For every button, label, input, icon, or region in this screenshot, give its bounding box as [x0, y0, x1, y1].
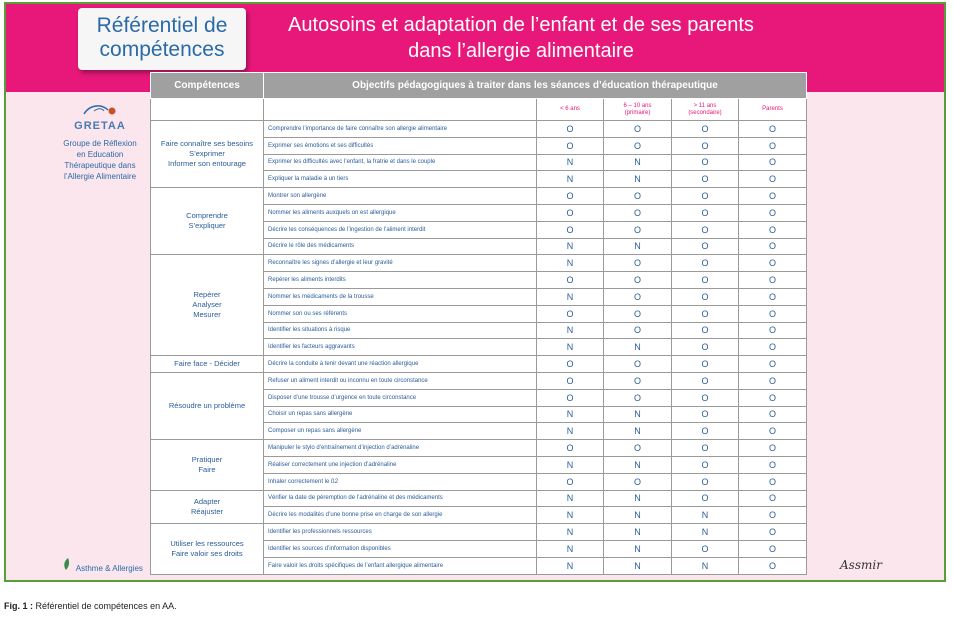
gretaa-desc-line: l’Allergie Alimentaire	[63, 172, 137, 181]
value-cell: N	[537, 238, 604, 255]
value-cell: O	[739, 204, 807, 221]
value-cell: O	[739, 356, 807, 373]
value-cell: N	[672, 557, 739, 574]
value-cell: O	[739, 540, 807, 557]
caption-text: Référentiel de compétences en AA.	[33, 601, 177, 611]
objectif-cell: Nommer les médicaments de la trousse	[264, 288, 537, 305]
value-cell: O	[672, 154, 739, 171]
competence-line: Faire	[198, 464, 216, 474]
value-cell: O	[672, 204, 739, 221]
value-cell: O	[672, 372, 739, 389]
gretaa-description	[50, 138, 150, 182]
value-cell: O	[739, 473, 807, 490]
objectif-cell: Disposer d’une trousse d’urgence en toute circonstance	[264, 389, 537, 406]
value-cell: O	[604, 305, 672, 322]
figure-caption	[4, 601, 177, 611]
gretaa-desc-line: Thérapeutique dans	[64, 161, 136, 170]
objectif-cell: Décrire les conséquences de l’ingestion de l’aliment interdit	[264, 221, 537, 238]
competence-line: Résoudre un problème	[168, 401, 246, 411]
competences-table	[150, 72, 807, 575]
referentiel-badge	[78, 8, 246, 70]
value-cell: N	[537, 456, 604, 473]
competence-cell	[151, 490, 264, 524]
value-cell: N	[537, 423, 604, 440]
table-row	[151, 356, 807, 373]
value-cell: O	[604, 322, 672, 339]
value-cell: O	[739, 339, 807, 356]
value-cell: O	[604, 372, 672, 389]
value-cell: O	[739, 524, 807, 541]
value-cell: O	[604, 473, 672, 490]
gretaa-swirl-icon	[80, 102, 120, 118]
value-cell: O	[672, 322, 739, 339]
value-cell: O	[672, 356, 739, 373]
page-title	[256, 12, 786, 64]
subheader-empty	[151, 99, 264, 121]
competence-cell	[151, 372, 264, 439]
value-cell: N	[537, 339, 604, 356]
value-cell: O	[672, 221, 739, 238]
competence-line: Faire connaître ses besoins	[160, 139, 254, 149]
competence-cell	[151, 440, 264, 490]
value-cell: N	[537, 490, 604, 507]
value-cell: N	[537, 288, 604, 305]
value-cell: N	[537, 524, 604, 541]
objectif-cell: Vérifier la date de péremption de l’adrénaline et des médicaments	[264, 490, 537, 507]
age-header-parents	[739, 99, 807, 121]
value-cell: O	[739, 456, 807, 473]
table-row	[151, 121, 807, 138]
objectif-cell: Identifier les professionnels ressources	[264, 524, 537, 541]
value-cell: N	[604, 557, 672, 574]
objectif-cell: Exprimer les difficultés avec l’enfant, la fratrie et dans le couple	[264, 154, 537, 171]
age-header-over-11	[672, 99, 739, 121]
header-competences: Compétences	[151, 73, 264, 99]
value-cell: N	[604, 423, 672, 440]
value-cell: O	[672, 406, 739, 423]
age-header-line: (primaire)	[624, 109, 651, 116]
value-cell: O	[739, 288, 807, 305]
asthme-allergies-text: Asthme & Allergies	[75, 564, 143, 573]
value-cell: O	[537, 137, 604, 154]
value-cell: O	[739, 423, 807, 440]
value-cell: O	[672, 238, 739, 255]
value-cell: O	[537, 121, 604, 138]
value-cell: O	[537, 204, 604, 221]
value-cell: O	[537, 372, 604, 389]
objectif-cell: Réaliser correctement une injection d’adrénaline	[264, 456, 537, 473]
value-cell: O	[739, 490, 807, 507]
competence-cell	[151, 121, 264, 188]
objectif-cell: Montrer son allergène	[264, 188, 537, 205]
value-cell: O	[739, 372, 807, 389]
badge-line-2: compétences	[99, 38, 225, 61]
value-cell: O	[739, 272, 807, 289]
asthme-allergies-logo	[62, 557, 143, 573]
value-cell: O	[604, 221, 672, 238]
value-cell: O	[739, 557, 807, 574]
value-cell: O	[672, 440, 739, 457]
value-cell: O	[672, 305, 739, 322]
age-header-6-10	[604, 99, 672, 121]
objectif-cell: Comprendre l’importance de faire connaître son allergie alimentaire	[264, 121, 537, 138]
title-line-1: Autosoins et adaptation de l’enfant et de ses parents	[288, 14, 754, 36]
objectif-cell: Repérer les aliments interdits	[264, 272, 537, 289]
competence-line: Adapter	[193, 496, 221, 506]
value-cell: N	[604, 154, 672, 171]
header-objectifs: Objectifs pédagogiques à traiter dans les séances d’éducation thérapeutique	[264, 73, 807, 99]
value-cell: O	[672, 272, 739, 289]
title-line-2: dans l’allergie alimentaire	[408, 40, 634, 62]
gretaa-logo	[50, 102, 150, 182]
value-cell: N	[604, 456, 672, 473]
gretaa-desc-line: Groupe de Réflexion	[63, 139, 137, 148]
objectif-cell: Refuser un aliment interdit ou inconnu en toute circonstance	[264, 372, 537, 389]
value-cell: N	[604, 339, 672, 356]
value-cell: O	[604, 389, 672, 406]
table-row	[151, 490, 807, 507]
value-cell: O	[739, 507, 807, 524]
objectif-cell: Identifier les facteurs aggravants	[264, 339, 537, 356]
value-cell: O	[739, 440, 807, 457]
value-cell: O	[604, 121, 672, 138]
value-cell: N	[604, 406, 672, 423]
value-cell: O	[672, 188, 739, 205]
competence-cell	[151, 255, 264, 356]
value-cell: O	[537, 305, 604, 322]
competence-line: Faire face - Décider	[174, 359, 240, 369]
value-cell: N	[537, 171, 604, 188]
value-cell: O	[604, 288, 672, 305]
badge-line-1: Référentiel de	[96, 14, 228, 37]
objectif-cell: Identifier les situations à risque	[264, 322, 537, 339]
objectif-cell: Inhaler correctement le ß2	[264, 473, 537, 490]
value-cell: N	[604, 524, 672, 541]
value-cell: O	[672, 339, 739, 356]
table-row	[151, 255, 807, 272]
competence-line: Réajuster	[190, 506, 224, 516]
value-cell: O	[672, 288, 739, 305]
objectif-cell: Composer un repas sans allergène	[264, 423, 537, 440]
value-cell: O	[739, 406, 807, 423]
value-cell: O	[537, 272, 604, 289]
caption-label: Fig. 1 :	[4, 601, 33, 611]
age-header-line: 6 – 10 ans	[623, 102, 652, 109]
value-cell: N	[537, 557, 604, 574]
age-header-line: > 11 ans	[693, 102, 717, 109]
value-cell: O	[537, 440, 604, 457]
value-cell: O	[739, 154, 807, 171]
value-cell: O	[672, 255, 739, 272]
competence-line: Informer son entourage	[168, 159, 246, 169]
competence-line: Repérer	[193, 290, 221, 300]
value-cell: O	[537, 356, 604, 373]
value-cell: O	[604, 137, 672, 154]
value-cell: O	[672, 456, 739, 473]
competence-cell	[151, 356, 264, 373]
value-cell: N	[672, 507, 739, 524]
value-cell: O	[537, 389, 604, 406]
objectif-cell: Expliquer la maladie à un tiers	[264, 171, 537, 188]
age-header-line: Parents	[762, 106, 783, 112]
objectif-cell: Nommer son ou ses référents	[264, 305, 537, 322]
value-cell: N	[537, 507, 604, 524]
signature-logo: Assmir	[840, 558, 882, 572]
value-cell: N	[604, 171, 672, 188]
competences-table-body	[151, 121, 807, 575]
competence-line: S’expliquer	[188, 221, 226, 231]
objectif-cell: Choisir un repas sans allergène	[264, 406, 537, 423]
value-cell: N	[537, 406, 604, 423]
competence-cell	[151, 188, 264, 255]
objectif-cell: Nommer les aliments auxquels on est allergique	[264, 204, 537, 221]
competence-cell	[151, 524, 264, 574]
value-cell: N	[672, 524, 739, 541]
value-cell: N	[604, 490, 672, 507]
value-cell: O	[604, 356, 672, 373]
objectif-cell: Reconnaître les signes d’allergie et leur gravité	[264, 255, 537, 272]
competence-line: Analyser	[192, 300, 222, 310]
value-cell: O	[537, 221, 604, 238]
objectif-cell: Exprimer ses émotions et ses difficultés	[264, 137, 537, 154]
competence-line: Comprendre	[186, 211, 228, 221]
value-cell: O	[739, 137, 807, 154]
value-cell: N	[604, 238, 672, 255]
value-cell: O	[672, 171, 739, 188]
table-row	[151, 440, 807, 457]
age-header-under-6	[537, 99, 604, 121]
value-cell: O	[672, 121, 739, 138]
competence-line: Utiliser les ressources	[170, 538, 244, 548]
objectif-cell: Décrire la conduite à tenir devant une réaction allergique	[264, 356, 537, 373]
value-cell: N	[537, 255, 604, 272]
value-cell: O	[537, 188, 604, 205]
value-cell: O	[604, 188, 672, 205]
value-cell: O	[739, 238, 807, 255]
value-cell: O	[604, 255, 672, 272]
value-cell: O	[604, 204, 672, 221]
value-cell: O	[739, 389, 807, 406]
value-cell: O	[739, 121, 807, 138]
competence-line: Faire valoir ses droits	[171, 548, 243, 558]
gretaa-desc-line: en Education	[76, 150, 124, 159]
value-cell: N	[604, 507, 672, 524]
value-cell: O	[672, 389, 739, 406]
age-header-line: < 6 ans	[560, 106, 580, 112]
gretaa-name: GRETAA	[74, 120, 126, 132]
value-cell: O	[739, 171, 807, 188]
value-cell: O	[672, 423, 739, 440]
table-row	[151, 188, 807, 205]
value-cell: O	[739, 305, 807, 322]
subheader-empty	[264, 99, 537, 121]
objectif-cell: Décrire les modalités d’une bonne prise en charge de son allergie	[264, 507, 537, 524]
value-cell: O	[739, 221, 807, 238]
lung-leaf-icon	[62, 557, 74, 571]
table-row	[151, 372, 807, 389]
competence-line: Mesurer	[193, 310, 221, 320]
value-cell: N	[604, 540, 672, 557]
value-cell: O	[739, 188, 807, 205]
objectif-cell: Faire valoir les droits spécifiques de l’enfant allergique alimentaire	[264, 557, 537, 574]
value-cell: N	[537, 322, 604, 339]
value-cell: O	[739, 322, 807, 339]
value-cell: O	[604, 440, 672, 457]
objectif-cell: Manipuler le stylo d’entraînement d’injection d’adrénaline	[264, 440, 537, 457]
value-cell: O	[604, 272, 672, 289]
value-cell: O	[672, 137, 739, 154]
value-cell: O	[672, 473, 739, 490]
age-header-line: (secondaire)	[688, 109, 722, 116]
competence-line: Pratiquer	[191, 454, 223, 464]
value-cell: N	[537, 540, 604, 557]
value-cell: O	[739, 255, 807, 272]
objectif-cell: Décrire le rôle des médicaments	[264, 238, 537, 255]
objectif-cell: Identifier les sources d’information disponibles	[264, 540, 537, 557]
table-row	[151, 524, 807, 541]
value-cell: N	[537, 154, 604, 171]
value-cell: O	[537, 473, 604, 490]
competence-line: S’exprimer	[189, 149, 225, 159]
value-cell: O	[672, 490, 739, 507]
value-cell: O	[672, 540, 739, 557]
